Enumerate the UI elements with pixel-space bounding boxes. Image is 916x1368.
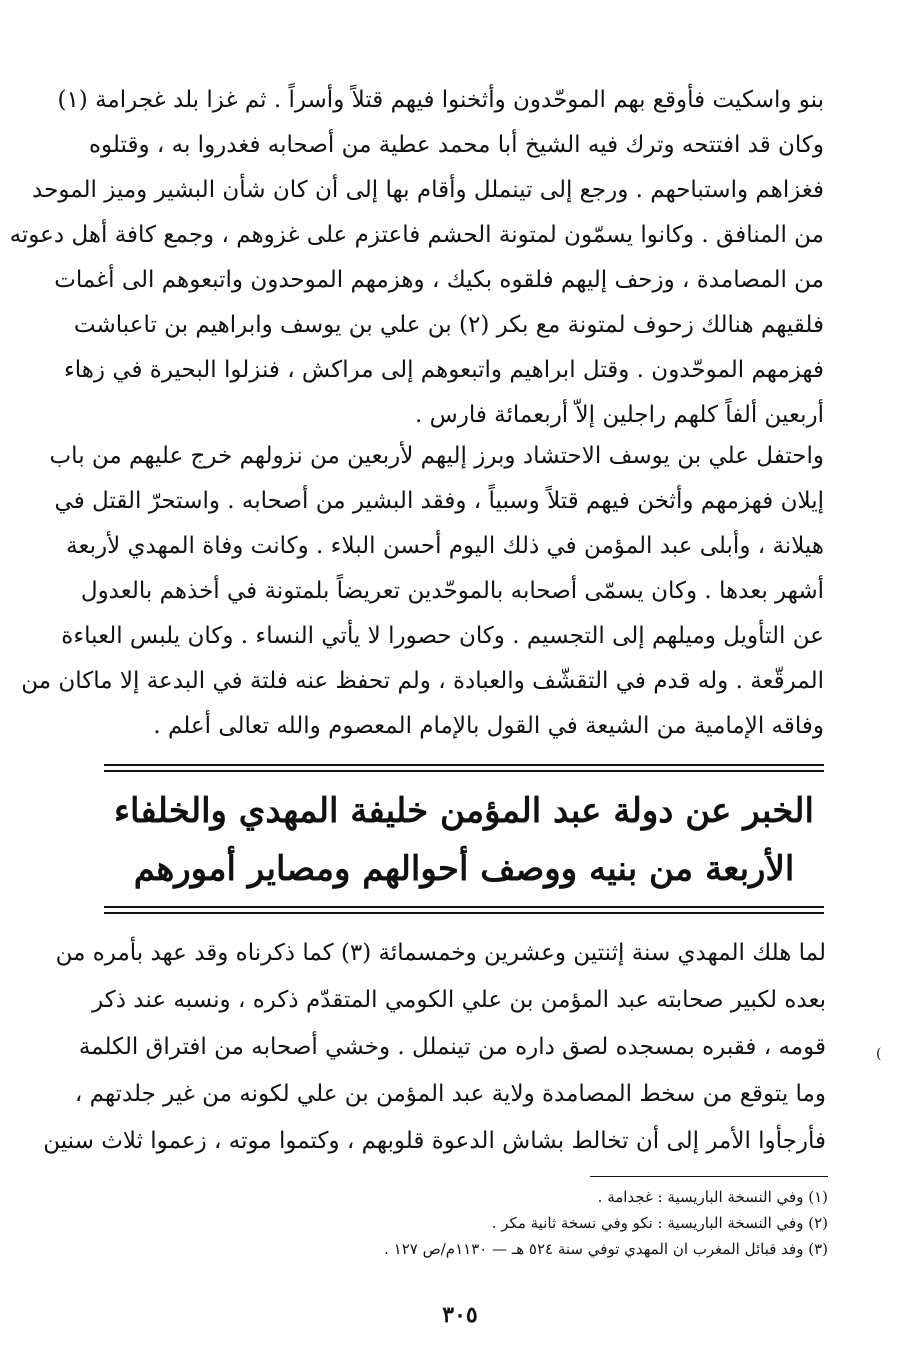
- text-line: عن التأويل وميلهم إلى التجسيم . وكان حصورا لا يأتي النساء . وكان يلبس العباءة: [61, 623, 824, 649]
- footnote-separator: [590, 1176, 828, 1177]
- heading-line: الأربعة من بنيه ووصف أحوالهم ومصاير أمورهم: [133, 849, 795, 889]
- text-line: فغزاهم واستباحهم . ورجع إلى تينملل وأقام بها إلى أن كان شأن البشير وميز الموحد: [32, 177, 824, 203]
- text-line: لما هلك المهدي سنة إثنتين وعشرين وخمسمائة (٣) كما ذكرناه وقد عهد بأمره من: [55, 940, 826, 966]
- paragraph-2: [21, 434, 824, 749]
- text-line: فلقيهم هنالك زحوف لمتونة مع بكر (٢) بن علي بن يوسف وابراهيم بن تاعباشت: [73, 312, 824, 338]
- footnote: (١) وفي النسخة الباريسية : غجدامة .: [597, 1188, 828, 1206]
- text-line: قومه ، فقبره بمسجده لصق داره من تينملل . وخشي أصحابه من افتراق الكلمة: [78, 1034, 826, 1060]
- text-line: بنو واسكيت فأوقع بهم الموحّدون وأثخنوا فيهم قتلاً وأسراً . ثم غزا بلد غجرامة (١): [57, 87, 824, 113]
- text-line: من المنافق . وكانوا يسمّون لمتونة الحشم فاعتزم على غزوهم ، وجمع كافة أهل دعوته: [9, 222, 824, 248]
- footnote: (٢) وفي النسخة الباريسية : نكو وفي نسخة ثانية مكر .: [491, 1214, 828, 1232]
- section-heading: [104, 782, 824, 898]
- text-line: وكان قد افتتحه وترك فيه الشيخ أبا محمد عطية من أصحابه فغدروا به ، وقتلوه: [89, 132, 824, 158]
- text-line: أربعين ألفاً كلهم راجلين إلاّ أربعمائة فارس .: [415, 402, 824, 428]
- page-number: ٣٠٥: [442, 1302, 478, 1328]
- heading-bottom-rule-inner: [104, 912, 824, 914]
- text-line: أشهر بعدها . وكان يسمّى أصحابه بالموحّدين تعريضاً بلمتونة في أخذهم بالعدول: [80, 578, 824, 604]
- text-line: بعده لكبير صحابته عبد المؤمن بن علي الكومي المتقدّم ذكره ، ونسبه عند ذكر: [92, 987, 826, 1013]
- section-body: [43, 930, 826, 1165]
- text-line: واحتفل علي بن يوسف الاحتشاد وبرز إليهم لأربعين من نزولهم خرج عليهم من باب: [49, 443, 824, 469]
- footnote: (٣) وفد قبائل المغرب ان المهدي توفي سنة ٥٢٤ هـ — ١١٣٠م/ص ١٢٧ .: [384, 1240, 828, 1258]
- heading-top-rule: [104, 764, 824, 766]
- paragraph-1: [9, 78, 824, 438]
- text-line: إيلان فهزمهم وأثخن فيهم قتلاً وسبياً ، وفقد البشير من أصحابه . واستحرّ القتل في: [54, 488, 824, 514]
- heading-line: الخبر عن دولة عبد المؤمن خليفة المهدي والخلفاء: [114, 791, 814, 831]
- footnotes: [330, 1184, 828, 1262]
- text-line: من المصامدة ، وزحف إليهم فلقوه بكيك ، وهزمهم الموحدون واتبعوهم الى أغمات: [54, 267, 824, 293]
- text-line: فهزمهم الموحّدون . وقتل ابراهيم واتبعوهم إلى مراكش ، فنزلوا البحيرة في زهاء: [63, 357, 824, 383]
- text-line: فأرجأوا الأمر إلى أن تخالط بشاش الدعوة قلوبهم ، وكتموا موته ، زعموا ثلاث سنين: [43, 1128, 826, 1154]
- margin-mark: (: [876, 1046, 882, 1062]
- text-line: المرقّعة . وله قدم في التقشّف والعبادة ، ولم تحفظ عنه فلتة في البدعة إلا ماكان من: [21, 668, 824, 694]
- heading-bottom-rule: [104, 906, 824, 908]
- heading-top-rule-inner: [104, 770, 824, 772]
- text-line: هيلانة ، وأبلى عبد المؤمن في ذلك اليوم أحسن البلاء . وكانت وفاة المهدي لأربعة: [66, 533, 824, 559]
- text-line: وفاقه الإمامية من الشيعة في القول بالإمام المعصوم والله تعالى أعلم .: [153, 713, 824, 739]
- text-line: وما يتوقع من سخط المصامدة ولاية عبد المؤمن بن علي لكونه من غير جلدتهم ،: [74, 1081, 826, 1107]
